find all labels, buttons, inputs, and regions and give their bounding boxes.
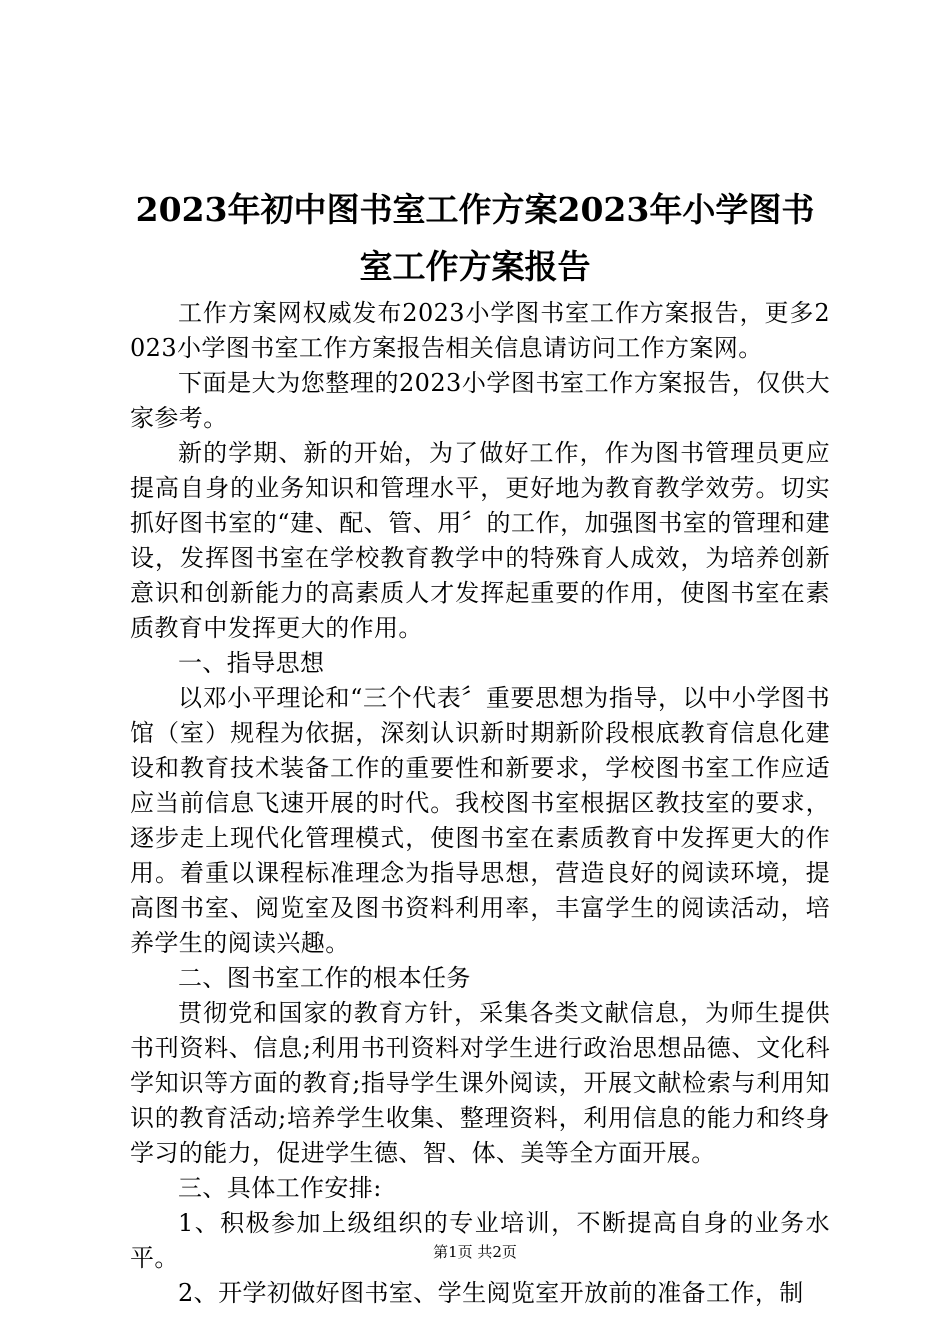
heading-guiding-ideology: 一、指导思想 — [178, 649, 325, 677]
page-number-footer: 第1页 共2页 — [433, 1243, 517, 1261]
list-item-1: 1、积极参加上级组织的专业培训，不断提高自身的业务水平。 — [130, 1209, 830, 1272]
document-title-line-2: 室工作方案报告 — [359, 247, 591, 286]
heading-work-arrangement: 三、具体工作安排: — [178, 1174, 382, 1202]
document-body — [130, 296, 830, 1311]
paragraph-opening: 新的学期、新的开始，为了做好工作，作为图书管理员更应提高自身的业务知识和管理水平，更好地为教育教学效劳。切实抓好图书室的“建、配、管、用〞的工作，加强图书室的管理和建设，发挥图书室在学校教育教学中的特殊育人成效，为培养创新意识和创新能力的高素质人才发挥起重要的作用，使图书室在素质教育中发挥更大的作用。 — [130, 439, 830, 642]
heading-basic-tasks: 二、图书室工作的根本任务 — [178, 964, 471, 992]
list-item-2: 2、开学初做好图书室、学生阅览室开放前的准备工作，制 — [178, 1279, 804, 1307]
paragraph-preface: 下面是大为您整理的2023小学图书室工作方案报告，仅供大家参考。 — [130, 369, 830, 432]
paragraph-basic-tasks: 贯彻党和国家的教育方针，采集各类文献信息，为师生提供书刊资料、信息;利用书刊资料对学生进行政治思想品德、文化科学知识等方面的教育;指导学生课外阅读，开展文献检索与利用知识的教育活动;培养学生收集、整理资料，利用信息的能力和终身学习的能力，促进学生德、智、体、美等全方面开展。 — [130, 999, 830, 1167]
document-title-line-1: 2023年初中图书室工作方案2023年小学图书 — [135, 190, 815, 229]
paragraph-guiding-ideology: 以邓小平理论和“三个代表〞重要思想为指导，以中小学图书馆（室）规程为依据，深刻认识新时期新阶段根底教育信息化建设和教育技术装备工作的重要性和新要求，学校图书室工作应适应当前信息飞速开展的时代。我校图书室根据区教技室的要求，逐步走上现代化管理模式，使图书室在素质教育中发挥更大的作用。着重以课程标准理念为指导思想，营造良好的阅读环境，提高图书室、阅览室及图书资料利用率，丰富学生的阅读活动，培养学生的阅读兴趣。 — [130, 684, 830, 957]
paragraph-intro: 工作方案网权威发布2023小学图书室工作方案报告，更多2023小学图书室工作方案报告相关信息请访问工作方案网。 — [130, 299, 830, 362]
